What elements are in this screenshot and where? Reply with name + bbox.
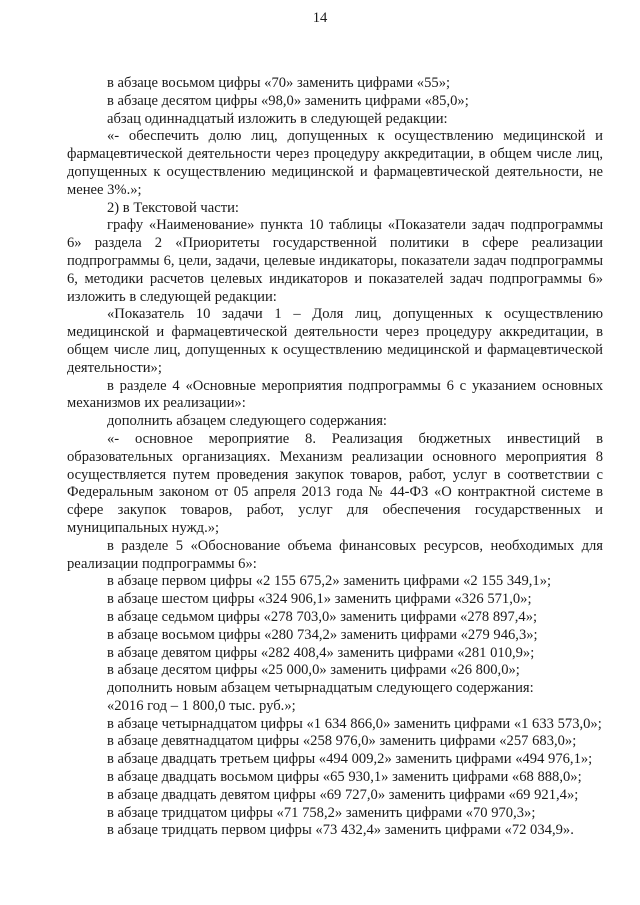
- paragraph: в абзаце двадцать девятом цифры «69 727,0» заменить цифрами «69 921,4»;: [107, 786, 579, 803]
- paragraph: «- обеспечить долю лиц, допущенных к осуществлению медицинской и фармацевтической деятельности через процедуру аккредитации, в общем числе лиц, допущенных к осуществлению медицинской и фармацевтической деятельности, не менее 3%.»;: [67, 128, 603, 198]
- paragraph: в абзаце седьмом цифры «278 703,0» заменить цифрами «278 897,4»;: [107, 608, 538, 625]
- paragraph: в абзаце десятом цифры «98,0» заменить цифрами «85,0»;: [107, 92, 469, 109]
- paragraph: дополнить новым абзацем четырнадцатым следующего содержания:: [107, 680, 534, 697]
- paragraph: в абзаце девятом цифры «282 408,4» заменить цифрами «281 010,9»;: [107, 644, 535, 661]
- paragraph: «- основное мероприятие 8. Реализация бюджетных инвестиций в образовательных организациях. Механизм реализации основного мероприятия 8 осуществляется путем проведения закупок товаров, работ, услуг в соответствии с Федеральным законом от 05 апреля 2013 года № 44-ФЗ «О контрактной системе в сфере закупок товаров, работ, услуг для обеспечения государственных и муниципальных нужд.»;: [67, 430, 603, 536]
- paragraph: в разделе 5 «Обоснование объема финансовых ресурсов, необходимых для реализации подпрограммы 6»:: [67, 537, 603, 572]
- paragraph: в абзаце десятом цифры «25 000,0» заменить цифрами «26 800,0»;: [107, 662, 520, 679]
- paragraph: 2) в Текстовой части:: [107, 199, 239, 216]
- paragraph: дополнить абзацем следующего содержания:: [107, 413, 387, 430]
- paragraph: в абзаце девятнадцатом цифры «258 976,0» заменить цифрами «257 683,0»;: [107, 733, 577, 750]
- paragraph: в абзаце шестом цифры «324 906,1» заменить цифрами «326 571,0»;: [107, 591, 532, 608]
- page-number: 14: [312, 10, 328, 26]
- paragraph: в абзаце восьмом цифры «70» заменить цифрами «55»;: [107, 75, 451, 91]
- paragraph: «Показатель 10 задачи 1 – Доля лиц, допущенных к осуществлению медицинской и фармацевтической деятельности через процедуру аккредитации, в общем числе лиц, допущенных к осуществлению медицинской и фармацевтической деятельности»;: [67, 306, 603, 376]
- paragraph: в абзаце двадцать третьем цифры «494 009,2» заменить цифрами «494 976,1»;: [107, 751, 593, 768]
- paragraph: в абзаце двадцать восьмом цифры «65 930,1» заменить цифрами «68 888,0»;: [107, 769, 582, 786]
- paragraph: в абзаце тридцатом цифры «71 758,2» заменить цифрами «70 970,3»;: [107, 804, 536, 821]
- paragraph: в абзаце тридцать первом цифры «73 432,4» заменить цифрами «72 034,9».: [107, 822, 574, 839]
- paragraph: «2016 год – 1 800,0 тыс. руб.»;: [107, 697, 296, 714]
- paragraph: абзац одиннадцатый изложить в следующей редакции:: [107, 110, 448, 127]
- paragraph: графу «Наименование» пункта 10 таблицы «Показатели задач подпрограммы 6» раздела 2 «Приоритеты государственной политики в сфере реализации подпрограммы 6, цели, задачи, целевые индикаторы, показатели задач подпрограммы 6, методики расчетов целевых индикаторов и показателей задач подпрограммы 6» изложить в следующей редакции:: [67, 217, 603, 305]
- paragraph: в абзаце восьмом цифры «280 734,2» заменить цифрами «279 946,3»;: [107, 626, 538, 643]
- paragraph: в разделе 4 «Основные мероприятия подпрограммы 6 с указанием основных механизмов их реализации»:: [67, 377, 603, 412]
- paragraph: в абзаце первом цифры «2 155 675,2» заменить цифрами «2 155 349,1»;: [107, 573, 552, 590]
- paragraph: в абзаце четырнадцатом цифры «1 634 866,0» заменить цифрами «1 633 573,0»;: [107, 715, 602, 732]
- document-body: [67, 75, 603, 840]
